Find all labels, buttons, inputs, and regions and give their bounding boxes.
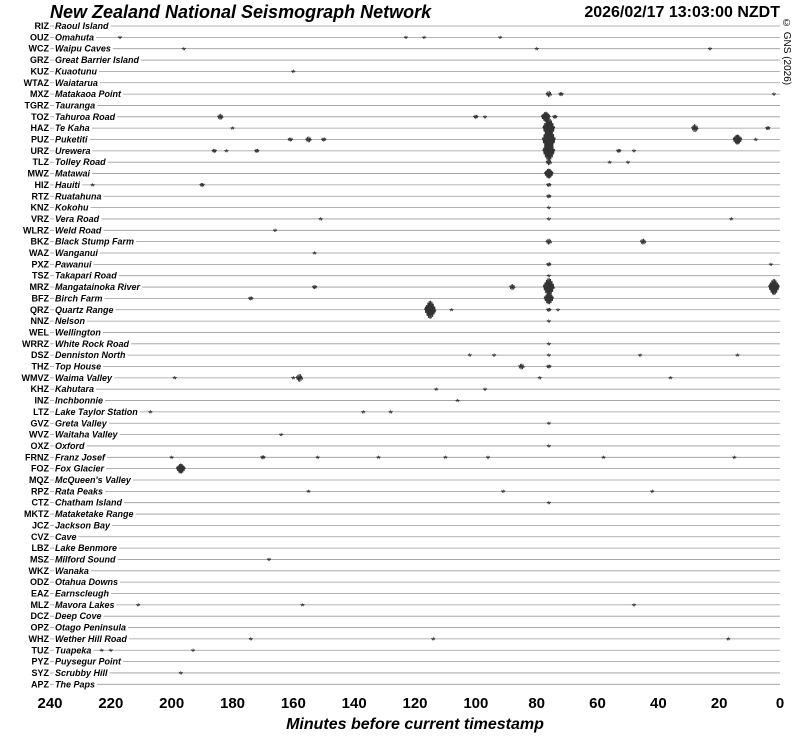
seismic-event — [176, 464, 185, 474]
copyright-notice: © GNS (2026) — [781, 18, 792, 86]
seismic-event — [708, 48, 712, 50]
station-code: PYZ — [31, 656, 49, 667]
station-row — [24, 78, 780, 88]
station-code: MLZ — [30, 599, 49, 610]
seismic-event — [735, 354, 739, 356]
station-code: INZ — [34, 395, 49, 406]
seismic-event — [546, 194, 551, 198]
station-row — [35, 21, 781, 31]
station-name: Black Stump Farm — [55, 236, 135, 247]
station-code: DSZ — [31, 350, 49, 361]
seismic-event — [669, 377, 673, 379]
station-code: MRZ — [29, 282, 49, 293]
station-row — [32, 362, 781, 372]
station-name: Birch Farm — [55, 293, 103, 304]
x-tick-label: 120 — [402, 695, 428, 712]
seismic-event — [559, 92, 564, 96]
seismic-event — [307, 490, 311, 492]
station-code: OPZ — [30, 622, 49, 633]
seismic-event — [422, 36, 426, 38]
seismic-event — [547, 275, 551, 277]
seismic-event — [552, 115, 557, 119]
station-code: URZ — [30, 145, 49, 156]
seismic-event — [224, 150, 228, 152]
seismic-event — [546, 159, 552, 165]
seismic-event — [312, 285, 317, 289]
seismic-event — [772, 93, 776, 95]
station-row — [31, 611, 781, 621]
station-name: Chatham Island — [55, 497, 123, 508]
seismic-event — [191, 649, 195, 651]
station-row — [30, 418, 780, 428]
station-name: Weld Road — [55, 225, 102, 236]
station-row — [29, 634, 781, 644]
station-code: BFZ — [31, 293, 49, 304]
station-name: Earnscleugh — [55, 588, 110, 599]
station-code: RTZ — [31, 191, 49, 202]
seismic-event — [501, 490, 505, 492]
station-name: Nelson — [55, 316, 86, 327]
station-code: WRRZ — [22, 338, 49, 349]
station-row — [32, 498, 781, 508]
seismic-event — [733, 135, 742, 145]
seismic-event — [217, 114, 223, 120]
station-name: Inchbonnie — [55, 395, 103, 406]
station-name: Ruatahuna — [55, 191, 102, 202]
seismic-event — [260, 456, 265, 460]
seismic-event — [291, 70, 295, 72]
station-code: ODZ — [30, 577, 49, 588]
station-name: McQueen's Valley — [55, 475, 131, 485]
station-code: DCZ — [30, 611, 49, 622]
station-name: Wanaka — [55, 565, 89, 576]
seismic-event — [431, 638, 435, 640]
station-name: Kahutara — [55, 384, 95, 395]
station-row — [22, 339, 780, 349]
station-code: LBZ — [31, 543, 49, 554]
x-tick-label: 60 — [589, 695, 606, 712]
seismic-event — [296, 374, 303, 382]
seismic-event — [483, 116, 487, 118]
seismic-event — [547, 218, 551, 220]
station-row — [31, 589, 780, 599]
station-code: TSZ — [32, 270, 49, 281]
seismic-event — [546, 239, 552, 245]
station-code: TOZ — [31, 111, 49, 122]
x-tick-label: 220 — [98, 695, 124, 712]
station-row — [25, 452, 780, 462]
station-row — [31, 384, 781, 394]
station-name: Oxford — [55, 440, 85, 451]
station-row — [31, 141, 781, 161]
station-code: APZ — [31, 679, 49, 690]
station-name: Urewera — [55, 145, 91, 156]
station-name: Waitaha Valley — [55, 429, 118, 440]
x-tick-label: 160 — [280, 695, 306, 712]
station-code: WLRZ — [23, 225, 49, 236]
station-row — [32, 292, 781, 304]
station-name: Mangatainoka River — [55, 282, 141, 293]
seismic-event — [249, 638, 253, 640]
seismic-event — [288, 138, 293, 142]
station-row — [29, 566, 781, 576]
x-axis-ticks — [37, 695, 784, 712]
station-traces — [22, 21, 781, 689]
station-row — [22, 373, 781, 383]
station-row — [29, 248, 780, 258]
seismic-event — [483, 388, 487, 390]
station-row — [31, 259, 780, 269]
seismic-event — [546, 91, 552, 97]
station-code: RIZ — [34, 21, 49, 31]
station-code: WTAZ — [23, 77, 49, 88]
station-row — [29, 327, 780, 337]
seismic-event — [632, 150, 636, 152]
seismic-event — [486, 456, 490, 458]
station-code: WKZ — [28, 565, 49, 576]
seismic-event — [769, 263, 773, 265]
station-name: Kuaotunu — [55, 66, 97, 77]
station-row — [32, 543, 781, 553]
station-name: Raoul Island — [55, 21, 109, 31]
seismic-event — [248, 297, 253, 301]
station-code: HIZ — [34, 179, 49, 190]
station-name: Great Barrier Island — [55, 55, 140, 66]
seismic-event — [544, 292, 554, 304]
seismic-event — [267, 558, 271, 560]
station-row — [28, 169, 781, 179]
seismic-event — [729, 218, 733, 220]
x-tick-label: 20 — [710, 695, 728, 712]
station-code: OUZ — [30, 32, 49, 43]
seismic-event — [538, 377, 542, 379]
seismic-event — [473, 115, 478, 119]
station-row — [29, 430, 780, 440]
x-tick-label: 80 — [528, 695, 546, 712]
seismic-event — [443, 456, 447, 458]
x-tick-label: 40 — [649, 695, 667, 712]
station-name: Matawai — [55, 168, 91, 179]
station-code: NNZ — [30, 316, 49, 327]
station-name: Mataketake Range — [55, 509, 134, 520]
station-name: Wether Hill Road — [55, 633, 127, 644]
station-row — [25, 100, 781, 110]
seismic-event — [769, 279, 780, 295]
station-name: Fox Glacier — [55, 463, 105, 474]
seismic-event — [691, 124, 698, 132]
station-name: Tauranga — [55, 100, 96, 111]
station-name: Tolley Road — [55, 157, 106, 168]
seismic-event — [535, 48, 539, 50]
station-row — [30, 301, 780, 319]
seismic-event — [509, 284, 515, 290]
station-row — [29, 475, 780, 485]
station-row — [24, 509, 780, 519]
seismic-event — [434, 388, 438, 390]
station-row — [31, 112, 780, 122]
station-row — [32, 645, 781, 655]
seismic-event — [136, 604, 140, 606]
station-name: Waiatarua — [55, 77, 98, 88]
seismic-event — [547, 320, 551, 322]
station-code: OXZ — [30, 440, 49, 451]
seismic-event — [632, 604, 636, 606]
station-name: Quartz Range — [55, 304, 114, 315]
seismic-event — [547, 343, 551, 345]
seismic-event — [254, 149, 259, 153]
station-code: CVZ — [31, 531, 49, 542]
seismic-event — [456, 400, 460, 402]
station-name: Otahua Downs — [55, 577, 119, 588]
seismic-event — [361, 411, 365, 413]
station-row — [31, 128, 780, 152]
seismic-event — [321, 138, 326, 142]
seismic-event — [170, 456, 174, 458]
station-code: WVZ — [29, 429, 49, 440]
station-row — [31, 464, 780, 474]
seismic-event — [404, 36, 408, 38]
station-row — [32, 191, 781, 201]
station-name: Wanganui — [55, 248, 98, 258]
x-tick-label: 240 — [37, 695, 63, 712]
station-name: Deep Cove — [55, 611, 102, 622]
seismic-event — [148, 411, 152, 413]
station-row — [30, 278, 781, 296]
station-name: Vera Road — [55, 213, 100, 224]
station-row — [31, 237, 781, 247]
station-row — [29, 44, 781, 54]
station-name: Denniston North — [55, 350, 126, 361]
station-name: Waima Valley — [55, 372, 113, 383]
station-code: WEL — [29, 327, 49, 338]
station-code: WHZ — [28, 633, 49, 644]
station-name: Mavora Lakes — [55, 599, 115, 610]
station-name: Jackson Bay — [55, 520, 111, 531]
station-row — [33, 407, 780, 417]
station-name: Takapari Road — [55, 270, 117, 281]
station-row — [30, 577, 780, 587]
station-code: TGRZ — [24, 100, 49, 111]
station-row — [31, 118, 781, 138]
station-code: KUZ — [30, 66, 49, 77]
x-tick-label: 0 — [775, 695, 785, 712]
station-row — [30, 623, 780, 633]
seismic-event — [200, 183, 205, 187]
seismic-event — [273, 229, 277, 231]
seismic-event — [468, 354, 472, 356]
seismic-event — [626, 161, 630, 163]
station-row — [30, 32, 780, 42]
seismic-event — [313, 252, 317, 254]
station-name: Omahuta — [55, 32, 95, 43]
station-row — [31, 532, 780, 542]
station-code: MSZ — [30, 554, 49, 565]
station-name: Franz Josef — [55, 452, 106, 463]
station-code: GRZ — [30, 55, 49, 66]
seismic-event — [377, 456, 381, 458]
seismic-event — [546, 308, 551, 312]
seismic-event — [556, 309, 560, 311]
station-name: The Paps — [55, 679, 96, 690]
x-tick-label: 200 — [159, 695, 185, 712]
seismic-event — [279, 434, 283, 436]
station-row — [23, 225, 780, 235]
station-row — [35, 180, 781, 190]
station-row — [31, 486, 780, 496]
station-row — [31, 214, 780, 224]
seismic-event — [547, 354, 551, 356]
seismic-event — [182, 48, 186, 50]
seismic-event — [650, 490, 654, 492]
station-name: Tahuroa Road — [55, 111, 116, 122]
station-code: LTZ — [33, 406, 49, 417]
station-name: Waipu Caves — [55, 43, 111, 54]
station-name: Wellington — [55, 327, 101, 338]
station-row — [31, 668, 780, 678]
seismic-event — [547, 445, 551, 447]
seismic-event — [212, 149, 217, 153]
station-code: SYZ — [31, 667, 49, 678]
station-code: JCZ — [31, 520, 49, 531]
station-name: Puketiti — [55, 134, 88, 145]
station-row — [35, 396, 781, 406]
station-row — [30, 554, 780, 564]
seismic-event — [492, 354, 496, 356]
station-code: RPZ — [31, 486, 49, 497]
station-name: Pawanui — [55, 259, 92, 270]
chart-title: New Zealand National Seismograph Network — [50, 2, 432, 22]
station-name: Te Kaha — [55, 123, 90, 134]
seismic-event — [547, 502, 551, 504]
seismic-event — [765, 126, 770, 130]
station-name: Cave — [55, 531, 77, 542]
station-row — [31, 657, 780, 667]
station-code: WAZ — [29, 248, 49, 258]
station-name: Rata Peaks — [55, 486, 104, 497]
seismic-event — [726, 638, 730, 640]
seismic-event — [173, 377, 177, 379]
seismic-event — [316, 456, 320, 458]
station-row — [31, 316, 781, 326]
station-name: Lake Taylor Station — [55, 406, 138, 417]
seismic-event — [389, 411, 393, 413]
seismic-event — [118, 36, 122, 38]
station-row — [31, 679, 780, 689]
station-code: HAZ — [30, 123, 49, 134]
station-row — [32, 520, 780, 530]
seismic-event — [498, 36, 502, 38]
station-row — [31, 66, 781, 76]
station-row — [30, 441, 780, 451]
station-code: MKTZ — [24, 509, 49, 520]
seismic-event — [546, 365, 551, 369]
station-code: GVZ — [30, 418, 49, 429]
seismic-event — [640, 239, 646, 245]
station-name: Puysegur Point — [55, 656, 122, 667]
station-name: Otago Peninsula — [55, 622, 127, 633]
station-code: CTZ — [31, 497, 49, 508]
station-name: Milford Sound — [55, 554, 116, 565]
seismic-event — [291, 377, 295, 379]
station-code: TUZ — [31, 645, 49, 656]
seismic-event — [546, 183, 551, 187]
seismic-event — [547, 422, 551, 424]
station-code: FRNZ — [25, 452, 49, 463]
station-code: WMVZ — [21, 372, 49, 383]
station-code: WCZ — [28, 43, 49, 54]
x-tick-label: 100 — [463, 695, 489, 712]
station-name: Scrubby Hill — [55, 667, 108, 678]
station-code: EAZ — [31, 588, 49, 599]
station-code: MWZ — [27, 168, 49, 179]
station-name: Tuapeka — [55, 645, 92, 656]
station-code: MXZ — [30, 89, 49, 100]
station-code: TLZ — [32, 157, 49, 168]
x-tick-label: 180 — [219, 695, 246, 712]
seismic-event — [109, 649, 113, 651]
seismic-event — [608, 161, 612, 163]
seismic-event — [754, 139, 758, 141]
seismic-event — [100, 649, 104, 651]
seismic-event — [519, 364, 525, 370]
seismic-event — [450, 309, 454, 311]
station-code: MQZ — [29, 475, 49, 485]
x-tick-label: 140 — [341, 695, 367, 712]
station-row — [32, 271, 780, 281]
station-code: BKZ — [30, 236, 49, 247]
seismic-event — [91, 184, 95, 186]
station-name: Top House — [55, 361, 102, 372]
station-code: QRZ — [30, 304, 49, 315]
station-row — [30, 89, 780, 99]
timestamp: 2026/02/17 13:03:00 NZDT — [584, 4, 780, 21]
station-name: Kokohu — [55, 202, 89, 213]
seismic-event — [616, 149, 621, 153]
seismic-event — [301, 604, 305, 606]
station-name: Greta Valley — [55, 418, 107, 429]
station-row — [31, 600, 781, 610]
station-name: White Rock Road — [55, 338, 130, 349]
station-code: KNZ — [30, 202, 49, 213]
seismic-event — [602, 456, 606, 458]
seismic-event — [319, 218, 323, 220]
station-code: FOZ — [31, 463, 49, 474]
station-code: PUZ — [31, 134, 49, 145]
station-code: VRZ — [31, 213, 49, 224]
station-row — [30, 55, 780, 65]
seismic-event — [547, 207, 551, 209]
x-axis-label: Minutes before current timestamp — [286, 716, 544, 733]
station-name: Matakaoa Point — [55, 89, 122, 100]
seismic-event — [231, 127, 235, 129]
station-name: Lake Benmore — [55, 543, 118, 554]
seismic-event — [544, 169, 553, 179]
station-name: Hauiti — [55, 179, 81, 190]
station-code: KHZ — [30, 384, 49, 395]
station-code: THZ — [31, 361, 49, 372]
station-code: PXZ — [31, 259, 49, 270]
station-row — [31, 350, 780, 360]
seismic-event — [732, 456, 736, 458]
seismic-event — [638, 354, 642, 356]
station-row — [31, 203, 781, 213]
seismic-event — [425, 301, 436, 319]
seismic-event — [546, 263, 551, 267]
station-row — [33, 157, 781, 167]
seismic-event — [306, 137, 312, 143]
seismic-event — [179, 672, 183, 674]
